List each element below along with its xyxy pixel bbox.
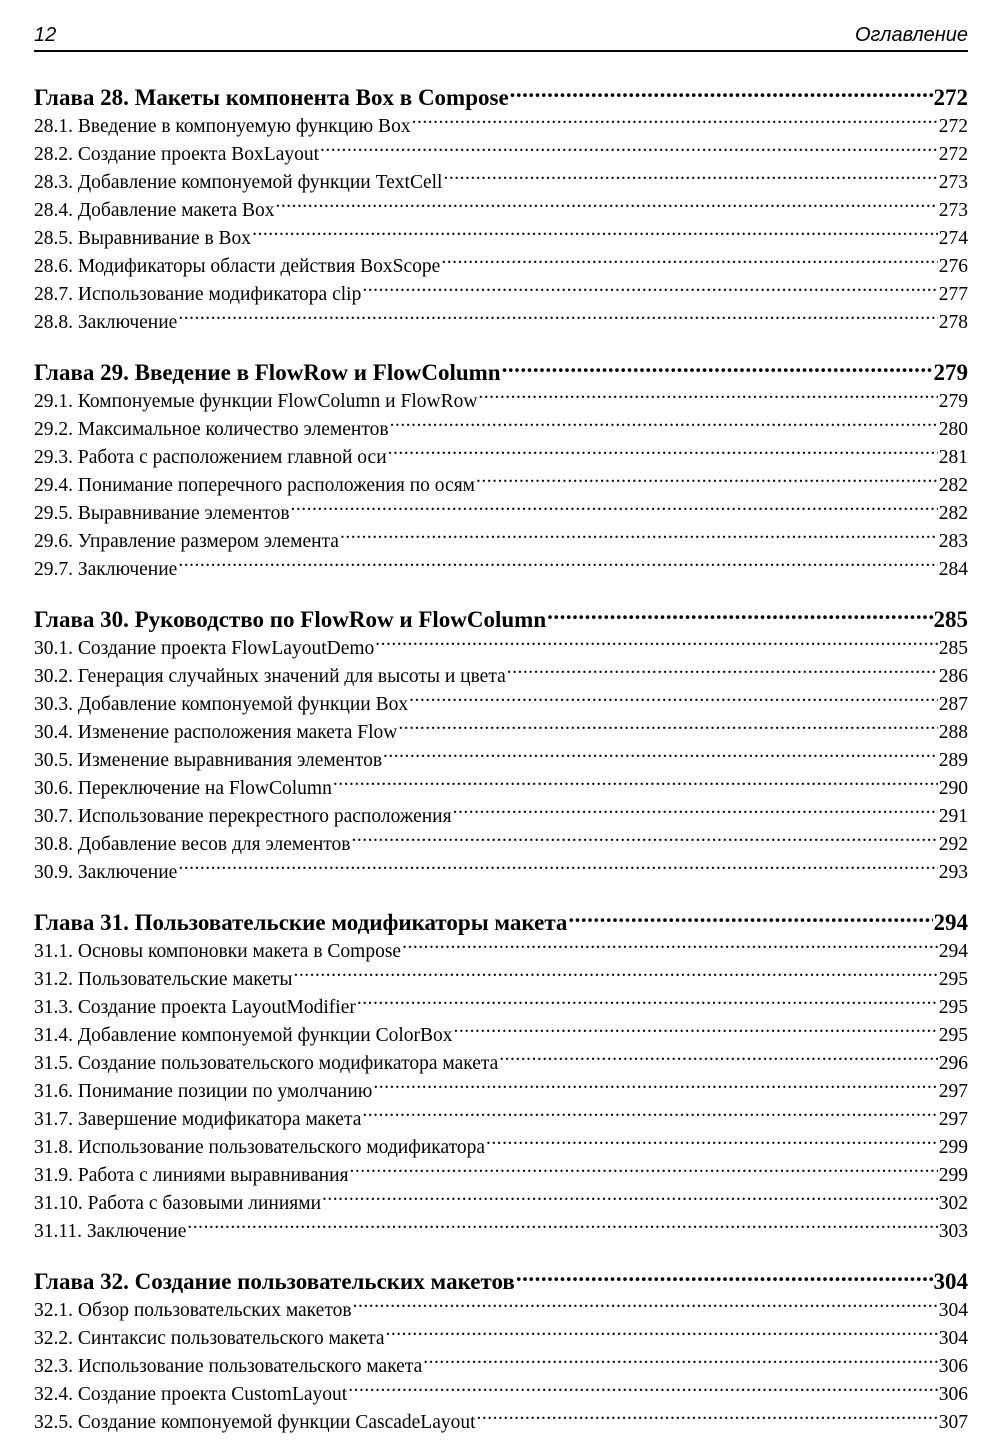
dot-leader [502,355,933,380]
toc-entry-page: 281 [938,447,968,469]
table-of-contents [34,80,968,1455]
toc-entry-title: 31.3. Создание проекта LayoutModifier [34,997,356,1019]
dot-leader [510,80,933,105]
toc-section-entry[interactable] [34,1188,968,1216]
toc-entry-title: 32.2. Синтаксис пользовательского макета [34,1328,385,1350]
toc-entry-page: 277 [938,284,968,306]
dot-leader [348,1379,938,1400]
toc-entry-page: 306 [938,1356,968,1378]
dot-leader [322,1188,938,1209]
toc-entry-title: 31.10. Работа с базовыми линиями [34,1193,322,1215]
toc-entry-page: 295 [938,997,968,1019]
toc-entry-page: 291 [938,806,968,828]
dot-leader [477,1407,938,1428]
toc-entry-page: 297 [938,1081,968,1103]
toc-entry-page: 283 [938,531,968,553]
toc-section-entry[interactable] [34,195,968,223]
dot-leader [476,470,938,491]
dot-leader [386,1323,938,1344]
toc-section-entry[interactable] [34,1407,968,1435]
toc-entry-page: 273 [938,172,968,194]
toc-section-entry[interactable] [34,251,968,279]
dot-leader [478,386,937,407]
toc-entry-title: 31.5. Создание пользовательского модификатора макета [34,1053,499,1075]
dot-leader [454,1020,938,1041]
toc-section-entry[interactable] [34,167,968,195]
toc-section-entry[interactable] [34,857,968,885]
toc-entry-title: 29.5. Выравнивание элементов [34,503,290,525]
toc-entry-page: 295 [938,969,968,991]
dot-leader [453,801,938,822]
toc-entry-title: 28.2. Создание проекта BoxLayout [34,144,320,166]
toc-entry-page: 274 [938,228,968,250]
toc-entry-page: 304 [938,1328,968,1350]
toc-chapter [34,905,968,1244]
toc-entry-title: 29.6. Управление размером элемента [34,531,339,553]
header-rule [34,50,968,52]
toc-chapter [34,602,968,885]
toc-entry-title: 29.7. Заключение [34,559,178,581]
dot-leader [412,111,938,132]
toc-entry-page: 280 [938,419,968,441]
toc-chapter [34,1264,968,1435]
toc-section-entry[interactable] [34,661,968,689]
toc-section-entry[interactable] [34,1351,968,1379]
toc-section-entry[interactable] [34,414,968,442]
toc-entry-title: 30.1. Создание проекта FlowLayoutDemo [34,638,375,660]
toc-entry-page: 285 [933,607,968,633]
toc-entry-title: 28.6. Модификаторы области действия BoxScope [34,256,441,278]
toc-section-entry[interactable] [34,498,968,526]
toc-section-entry[interactable] [34,964,968,992]
dot-leader [383,745,938,766]
toc-section-entry[interactable] [34,773,968,801]
toc-entry-title: 31.9. Работа с линиями выравнивания [34,1165,349,1187]
toc-entry-title: 30.2. Генерация случайных значений для высоты и цвета [34,666,506,688]
toc-entry-title: 30.3. Добавление компонуемой функции Box [34,694,409,716]
toc-entry-page: 279 [933,360,968,386]
toc-entry-title: 30.5. Изменение выравнивания элементов [34,750,383,772]
toc-entry-page: 302 [938,1193,968,1215]
toc-entry-page: 282 [938,475,968,497]
toc-entry-title: 28.7. Использование модификатора clip [34,284,362,306]
toc-chapter-heading[interactable] [34,80,968,111]
dot-leader [388,442,938,463]
toc-entry-page: 278 [938,312,968,334]
toc-entry-page: 272 [938,116,968,138]
toc-entry-title: 31.4. Добавление компонуемой функции ColorBox [34,1025,453,1047]
toc-entry-page: 286 [938,666,968,688]
toc-entry-title: 28.8. Заключение [34,312,178,334]
toc-entry-page: 288 [938,722,968,744]
toc-entry-title: 30.7. Использование перекрестного расположения [34,806,452,828]
toc-entry-title: 32.5. Создание компонуемой функции CascadeLayout [34,1412,476,1434]
dot-leader [320,139,938,160]
toc-section-entry[interactable] [34,1323,968,1351]
dot-leader [443,167,937,188]
toc-section-entry[interactable] [34,1216,968,1244]
dot-leader [340,526,938,547]
toc-entry-page: 296 [938,1053,968,1075]
toc-entry-title: 28.3. Добавление компонуемой функции TextCell [34,172,443,194]
dot-leader [568,905,932,930]
toc-section-entry[interactable] [34,1379,968,1407]
toc-chapter-heading[interactable] [34,602,968,633]
toc-entry-page: 306 [938,1384,968,1406]
toc-entry-page: 304 [938,1300,968,1322]
toc-entry-title: 28.1. Введение в компонуемую функцию Box [34,116,411,138]
toc-entry-title: 31.11. Заключение [34,1221,187,1243]
toc-section-entry[interactable] [34,111,968,139]
toc-entry-title: Глава 31. Пользовательские модификаторы макета [34,910,568,936]
toc-chapter [34,355,968,582]
toc-entry-page: 304 [933,1269,968,1295]
toc-entry-page: 307 [938,1412,968,1434]
dot-leader [441,251,937,272]
toc-entry-title: 28.4. Добавление макета Box [34,200,275,222]
toc-entry-page: 299 [938,1137,968,1159]
toc-section-entry[interactable] [34,1132,968,1160]
toc-entry-page: 287 [938,694,968,716]
toc-section-entry[interactable] [34,1295,968,1323]
dot-leader [357,992,938,1013]
toc-entry-page: 272 [938,144,968,166]
toc-entry-title: 28.5. Выравнивание в Box [34,228,252,250]
toc-entry-title: 29.3. Работа с расположением главной оси [34,447,387,469]
toc-entry-page: 276 [938,256,968,278]
dot-leader [178,857,937,878]
toc-chapter-heading[interactable] [34,1264,968,1295]
toc-chapter-heading[interactable] [34,905,968,936]
toc-section-entry[interactable] [34,829,968,857]
dot-leader [398,717,937,738]
toc-entry-title: Глава 28. Макеты компонента Box в Compose [34,85,509,111]
toc-chapter-heading[interactable] [34,355,968,386]
dot-leader [252,223,938,244]
toc-entry-page: 272 [933,85,968,111]
toc-entry-title: 29.1. Компонуемые функции FlowColumn и FlowRow [34,391,478,413]
dot-leader [362,1104,937,1125]
toc-section-entry[interactable] [34,992,968,1020]
dot-leader [291,498,938,519]
toc-chapter [34,80,968,335]
toc-section-entry[interactable] [34,279,968,307]
toc-entry-title: 29.4. Понимание поперечного расположения по осям [34,475,475,497]
dot-leader [352,829,938,850]
toc-entry-title: 31.2. Пользовательские макеты [34,969,293,991]
toc-entry-title: 32.3. Использование пользовательского макета [34,1356,423,1378]
toc-entry-title: 31.8. Использование пользовательского модификатора [34,1137,486,1159]
dot-leader [362,279,937,300]
toc-section-entry[interactable] [34,526,968,554]
toc-section-entry[interactable] [34,307,968,335]
dot-leader [402,936,938,957]
toc-section-entry[interactable] [34,1048,968,1076]
toc-entry-page: 285 [938,638,968,660]
toc-section-entry[interactable] [34,689,968,717]
dot-leader [276,195,938,216]
dot-leader [350,1160,938,1181]
toc-entry-page: 292 [938,834,968,856]
toc-entry-page: 297 [938,1109,968,1131]
dot-leader [333,773,938,794]
toc-entry-title: 30.9. Заключение [34,862,178,884]
toc-entry-page: 279 [938,391,968,413]
toc-section-entry[interactable] [34,1076,968,1104]
dot-leader [499,1048,937,1069]
toc-entry-title: 30.6. Переключение на FlowColumn [34,778,332,800]
toc-entry-title: 29.2. Максимальное количество элементов [34,419,389,441]
toc-section-entry[interactable] [34,554,968,582]
toc-section-entry[interactable] [34,936,968,964]
dot-leader [409,689,938,710]
toc-entry-title: Глава 29. Введение в FlowRow и FlowColumn [34,360,501,386]
dot-leader [353,1295,938,1316]
dot-leader [178,554,937,575]
toc-entry-page: 294 [933,910,968,936]
toc-entry-page: 299 [938,1165,968,1187]
toc-section-entry[interactable] [34,1160,968,1188]
toc-section-entry[interactable] [34,1104,968,1132]
toc-entry-title: 30.8. Добавление весов для элементов [34,834,351,856]
dot-leader [375,633,937,654]
toc-entry-page: 295 [938,1025,968,1047]
toc-section-entry[interactable] [34,717,968,745]
dot-leader [486,1132,938,1153]
toc-section-entry[interactable] [34,801,968,829]
toc-entry-page: 284 [938,559,968,581]
toc-entry-page: 294 [938,941,968,963]
page-number: 12 [34,24,57,46]
dot-leader [373,1076,937,1097]
dot-leader [547,602,932,627]
toc-entry-page: 289 [938,750,968,772]
toc-entry-title: Глава 32. Создание пользовательских макетов [34,1269,515,1295]
toc-entry-title: Глава 30. Руководство по FlowRow и FlowColumn [34,607,547,633]
toc-entry-page: 303 [938,1221,968,1243]
toc-entry-title: 31.1. Основы компоновки макета в Compose [34,941,402,963]
dot-leader [507,661,938,682]
toc-section-entry[interactable] [34,745,968,773]
dot-leader [187,1216,937,1237]
toc-entry-title: 30.4. Изменение расположения макета Flow [34,722,398,744]
toc-entry-page: 290 [938,778,968,800]
dot-leader [516,1264,933,1289]
toc-section-entry[interactable] [34,139,968,167]
toc-entry-page: 293 [938,862,968,884]
running-header [34,22,968,52]
toc-entry-title: 32.1. Обзор пользовательских макетов [34,1300,352,1322]
toc-entry-page: 273 [938,200,968,222]
toc-section-entry[interactable] [34,386,968,414]
toc-section-entry[interactable] [34,1020,968,1048]
toc-entry-title: 31.7. Завершение модификатора макета [34,1109,362,1131]
section-title: Оглавление [854,24,968,46]
dot-leader [390,414,938,435]
toc-section-entry[interactable] [34,633,968,661]
dot-leader [423,1351,938,1372]
toc-section-entry[interactable] [34,442,968,470]
toc-section-entry[interactable] [34,470,968,498]
toc-section-entry[interactable] [34,223,968,251]
toc-entry-page: 282 [938,503,968,525]
dot-leader [294,964,938,985]
dot-leader [178,307,937,328]
toc-entry-title: 31.6. Понимание позиции по умолчанию [34,1081,373,1103]
toc-entry-title: 32.4. Создание проекта CustomLayout [34,1384,348,1406]
